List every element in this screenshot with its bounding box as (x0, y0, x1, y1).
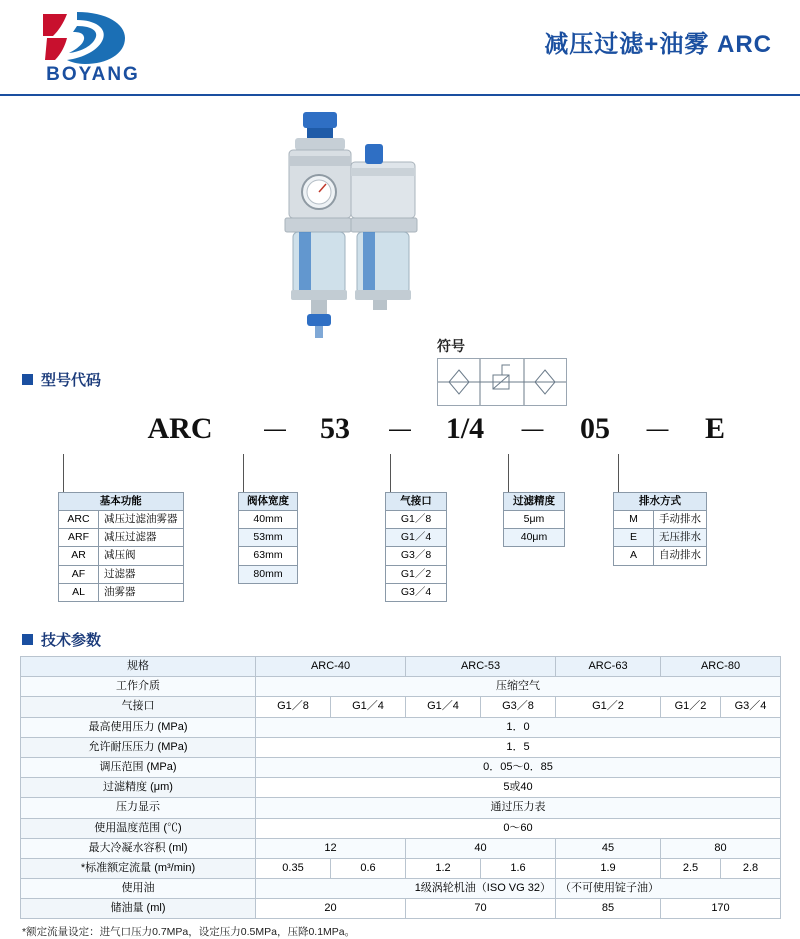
cell: 45 (556, 838, 661, 858)
cell: ARC-80 (661, 657, 781, 677)
cell: 压缩空气 (256, 677, 781, 697)
code-segment-3: 1/4 (445, 412, 485, 445)
table-footnote: *额定流量设定：进气口压力0.7MPa，设定压力0.5MPa，压降0.1MPa。 (22, 926, 356, 939)
code-key: M (614, 511, 654, 529)
table-row (21, 737, 781, 757)
table-row (59, 529, 184, 547)
table-row (21, 818, 781, 838)
symbol-label: 符号 (437, 338, 465, 354)
cell: 0．05～0．85 (256, 757, 781, 777)
cell: 1.2 (406, 858, 481, 878)
row-label: 使用油 (21, 879, 256, 899)
table-row (614, 547, 707, 565)
code-value: G1／8 (386, 511, 447, 529)
cell: 80 (661, 838, 781, 858)
code-table-header: 过滤精度 (504, 493, 565, 511)
row-label: 允许耐压压力 (MPa) (21, 737, 256, 757)
row-label: 调压范围 (MPa) (21, 757, 256, 777)
row-label: 工作介质 (21, 677, 256, 697)
table-row (386, 511, 447, 529)
table-row (239, 511, 298, 529)
leader-line-5 (618, 454, 671, 494)
code-dash-1: — (264, 416, 286, 441)
cell: G3／8 (481, 697, 556, 717)
table-row (21, 677, 781, 697)
table-row (386, 565, 447, 583)
table-row (21, 798, 781, 818)
brand-logo (0, 2, 180, 92)
leader-line-2 (243, 454, 290, 494)
row-label: 最高使用压力 (MPa) (21, 717, 256, 737)
cell: 1.9 (556, 858, 661, 878)
table-row (386, 547, 447, 565)
cell: 40 (406, 838, 556, 858)
code-dash-4: — (646, 416, 669, 441)
code-value: 40mm (239, 511, 298, 529)
cell: ARC-40 (256, 657, 406, 677)
cell: ARC-63 (556, 657, 661, 677)
cell: 1．5 (256, 737, 781, 757)
code-table-header: 气接口 (386, 493, 447, 511)
table-row (21, 697, 781, 717)
table-row (386, 583, 447, 601)
cell: G1／4 (406, 697, 481, 717)
cell: 170 (661, 899, 781, 919)
code-table-header: 排水方式 (614, 493, 707, 511)
code-value: G3／4 (386, 583, 447, 601)
leader-line-3 (390, 454, 428, 494)
code-key: A (614, 547, 654, 565)
table-row (59, 547, 184, 565)
cell: （不可使用锭子油） (556, 879, 781, 899)
cell: 20 (256, 899, 406, 919)
cell: 0.6 (331, 858, 406, 878)
table-row (59, 511, 184, 529)
cell: 12 (256, 838, 406, 858)
code-segment-4: 05 (580, 412, 610, 445)
cell: 1.6 (481, 858, 556, 878)
table-row (239, 565, 298, 583)
code-key: ARF (59, 529, 99, 547)
code-table-basic-function (58, 492, 184, 602)
bullet-square-icon (22, 634, 33, 645)
code-value: 减压过滤器 (99, 529, 184, 547)
section-title-model-code: 型号代码 (41, 372, 102, 389)
code-segment-2: 53 (320, 412, 350, 445)
code-value: 手动排水 (654, 511, 707, 529)
row-label: *标准额定流量 (m³/min) (21, 858, 256, 878)
cell: 2.5 (661, 858, 721, 878)
code-dash-2: — (389, 416, 411, 441)
code-key: AF (59, 565, 99, 583)
table-row (614, 529, 707, 547)
spec-table-wrap (0, 656, 800, 919)
code-table-filtration (503, 492, 565, 547)
code-dash-3: — (521, 416, 544, 441)
cell: 0.35 (256, 858, 331, 878)
cell: G3／4 (721, 697, 781, 717)
cell: 5或40 (256, 778, 781, 798)
table-row (239, 547, 298, 565)
code-value: G1／2 (386, 565, 447, 583)
cell: G1／2 (661, 697, 721, 717)
row-label: 过滤精度 (μm) (21, 778, 256, 798)
cell: ARC-53 (406, 657, 556, 677)
section-heading-model-code (22, 369, 800, 390)
code-value: 63mm (239, 547, 298, 565)
table-row (59, 565, 184, 583)
row-label: 规格 (21, 657, 256, 677)
code-value: 油雾器 (99, 583, 184, 601)
model-code-area (0, 396, 800, 611)
cell: 85 (556, 899, 661, 919)
product-photo (255, 104, 455, 344)
code-segment-1: ARC (147, 412, 213, 445)
cell: 1．0 (256, 717, 781, 737)
code-key: ARC (59, 511, 99, 529)
model-code-row (0, 412, 800, 446)
code-key: AL (59, 583, 99, 601)
code-key: AR (59, 547, 99, 565)
cell: G1／4 (331, 697, 406, 717)
code-value: 过滤器 (99, 565, 184, 583)
code-value: 减压过滤油雾器 (99, 511, 184, 529)
cell: 70 (406, 899, 556, 919)
code-value: G3／8 (386, 547, 447, 565)
wave-logo-icon (37, 8, 149, 66)
cell: G1／2 (556, 697, 661, 717)
code-value: G1／4 (386, 529, 447, 547)
code-value: 80mm (239, 565, 298, 583)
page-header (0, 0, 800, 96)
table-row (21, 838, 781, 858)
table-row (21, 757, 781, 777)
table-row (21, 879, 781, 899)
page-title: 减压过滤+油雾 ARC (544, 31, 772, 58)
cell: 0～60 (256, 818, 781, 838)
table-row (21, 778, 781, 798)
brand-name: BOYANG (46, 64, 140, 85)
table-row (386, 529, 447, 547)
table-row (239, 529, 298, 547)
code-value: 自动排水 (654, 547, 707, 565)
tech-params-table (20, 656, 781, 919)
row-label: 最大冷凝水容积 (ml) (21, 838, 256, 858)
code-value: 无压排水 (654, 529, 707, 547)
code-table-drain (613, 492, 707, 566)
product-image-area (0, 96, 800, 354)
table-row (504, 511, 565, 529)
code-value: 5μm (504, 511, 565, 529)
table-row (21, 899, 781, 919)
code-value: 减压阀 (99, 547, 184, 565)
row-label: 使用温度范围 (℃) (21, 818, 256, 838)
code-value: 40μm (504, 529, 565, 547)
bullet-square-icon (22, 374, 33, 385)
table-row (59, 583, 184, 601)
code-segment-5: E (704, 412, 725, 445)
row-label: 储油量 (ml) (21, 899, 256, 919)
leader-line-4 (508, 454, 541, 494)
table-row (504, 529, 565, 547)
cell: G1／8 (256, 697, 331, 717)
code-key: E (614, 529, 654, 547)
section-heading-tech-params (22, 629, 800, 650)
code-table-body-width (238, 492, 298, 584)
code-table-header: 基本功能 (59, 493, 184, 511)
cell: 通过压力表 (256, 798, 781, 818)
code-value: 53mm (239, 529, 298, 547)
code-table-header: 阀体宽度 (239, 493, 298, 511)
table-row (21, 717, 781, 737)
section-title-tech-params: 技术参数 (41, 632, 102, 649)
table-row (21, 858, 781, 878)
cell: 2.8 (721, 858, 781, 878)
table-row (614, 511, 707, 529)
code-table-port (385, 492, 447, 602)
row-label: 气接口 (21, 697, 256, 717)
cell: 1级涡轮机油（ISO VG 32） (256, 879, 556, 899)
row-label: 压力显示 (21, 798, 256, 818)
leader-line-1 (63, 454, 180, 494)
table-row (21, 657, 781, 677)
